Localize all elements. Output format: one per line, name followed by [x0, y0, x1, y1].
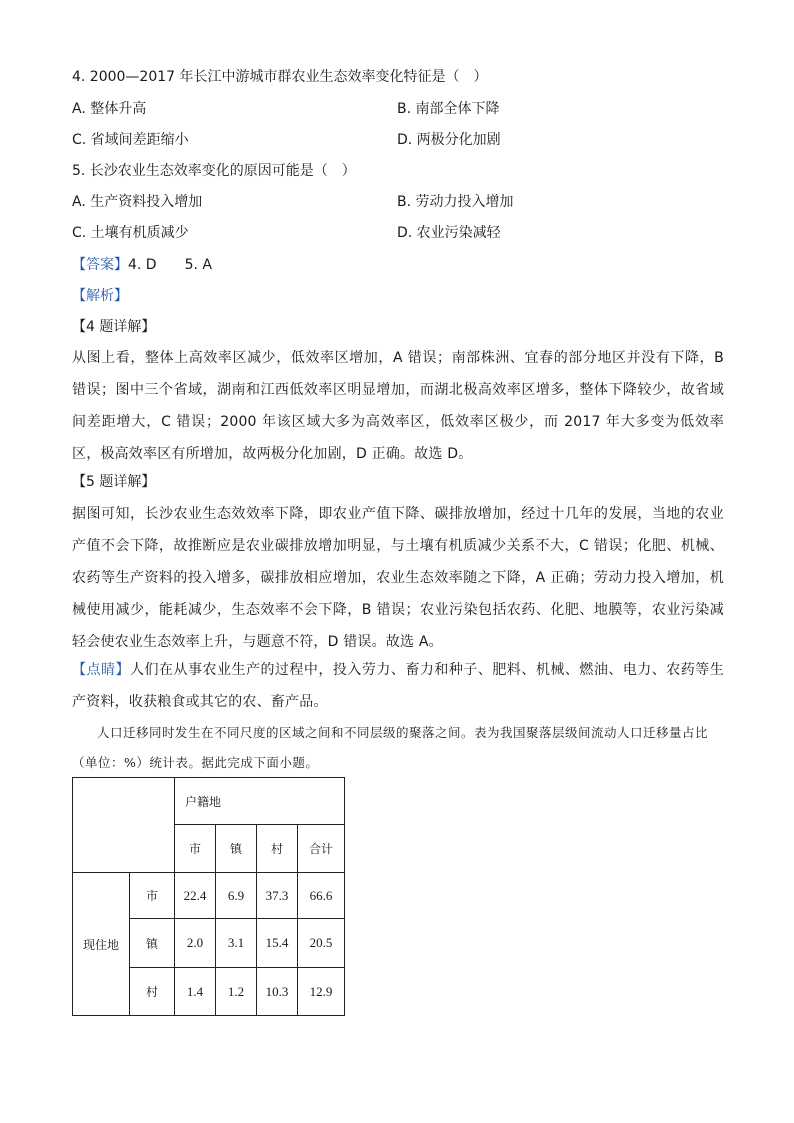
table-col-header: 村 — [257, 825, 298, 873]
tip-text: 人们在从事农业生产的过程中，投入劳力、畜力和种子、肥料、机械、燃油、电力、农药等生产资料，收获粮食或其它的农、畜产品。 — [72, 662, 724, 710]
tip-block — [72, 654, 724, 718]
question-4-option-c: C. 省域间差距缩小 — [72, 132, 189, 148]
detail-5-tag: 【5 题详解】 — [72, 474, 156, 490]
question-4-option-d: D. 两极分化加剧 — [397, 132, 501, 148]
question-5-option-c: C. 土壤有机质减少 — [72, 225, 189, 241]
table-cell: 1.4 — [175, 968, 216, 1016]
answer-tag: 【答案】 — [72, 257, 128, 273]
table-corner-cell — [73, 778, 175, 873]
question-4-option-a: A. 整体升高 — [72, 101, 147, 117]
table-cell: 15.4 — [257, 919, 298, 968]
table-cell: 10.3 — [257, 968, 298, 1016]
table-row — [73, 873, 345, 919]
detail-4-tag: 【4 题详解】 — [72, 319, 156, 335]
detail-5-text: 据图可知，长沙农业生态效效率下降，即农业产值下降、碳排放增加，经过十几年的发展，当地的农业产值不会下降，故推断应是农业碳排放增加明显，与土壤有机质减少关系不大，C 错误；化肥、机械、农药等生产资料的投入增多，碳排放相应增加，农业生态效率随之下降，A 正确；劳动力投入增加，机械使用减少，能耗减少，生态效率不会下降，B 错误；农业污染包括农药、化肥、地膜等，农业污染减轻会使农业生态效率上升，与题意不符，D 错误。故选 A。 — [72, 506, 724, 650]
analysis-tag: 【解析】 — [72, 288, 128, 304]
question-5-option-b: B. 劳动力投入增加 — [397, 194, 514, 210]
answer-line — [72, 255, 212, 275]
table-col-group-header: 户籍地 — [175, 778, 345, 825]
question-5-stem: 5. 长沙农业生态效率变化的原因可能是（ ） — [72, 163, 356, 179]
table-col-header: 市 — [175, 825, 216, 873]
question-5-option-d: D. 农业污染减轻 — [397, 225, 501, 241]
table-col-header: 镇 — [216, 825, 257, 873]
table-cell: 22.4 — [175, 873, 216, 919]
table-cell: 1.2 — [216, 968, 257, 1016]
table-cell: 66.6 — [298, 873, 345, 919]
table-cell: 37.3 — [257, 873, 298, 919]
table-row-group-header: 现住地 — [73, 873, 130, 1016]
table-row-header: 村 — [130, 968, 175, 1016]
question-4-option-b: B. 南部全体下降 — [397, 101, 500, 117]
table-cell: 2.0 — [175, 919, 216, 968]
table-col-header: 合计 — [298, 825, 345, 873]
answer-text: 4. D 5. A — [128, 257, 212, 273]
table-cell: 3.1 — [216, 919, 257, 968]
table-cell: 12.9 — [298, 968, 345, 1016]
table-row-header: 市 — [130, 873, 175, 919]
tip-tag: 【点睛】 — [72, 662, 130, 678]
table-cell: 20.5 — [298, 919, 345, 968]
detail-4-text: 从图上看，整体上高效率区减少，低效率区增加，A 错误；南部株洲、宜春的部分地区并没有下降，B 错误；图中三个省域，湖南和江西低效率区明显增加，而湖北极高效率区增多，整体下降较少，故省域间差距增大，C 错误；2000 年该区域大多为高效率区，低效率区极少，而 2017 年大多变为低效率区，极高效率区有所增加，故两极分化加剧，D 正确。故选 D。 — [72, 350, 724, 462]
question-4-stem: 4. 2000—2017 年长江中游城市群农业生态效率变化特征是（ ） — [72, 69, 488, 85]
table-row-header: 镇 — [130, 919, 175, 968]
question-5-option-a: A. 生产资料投入增加 — [72, 194, 203, 210]
table-cell: 6.9 — [216, 873, 257, 919]
migration-table — [72, 777, 345, 1016]
question-intro: 人口迁移同时发生在不同尺度的区域之间和不同层级的聚落之间。表为我国聚落层级间流动人口迁移量占比（单位：%）统计表。据此完成下面小题。 — [72, 725, 709, 770]
